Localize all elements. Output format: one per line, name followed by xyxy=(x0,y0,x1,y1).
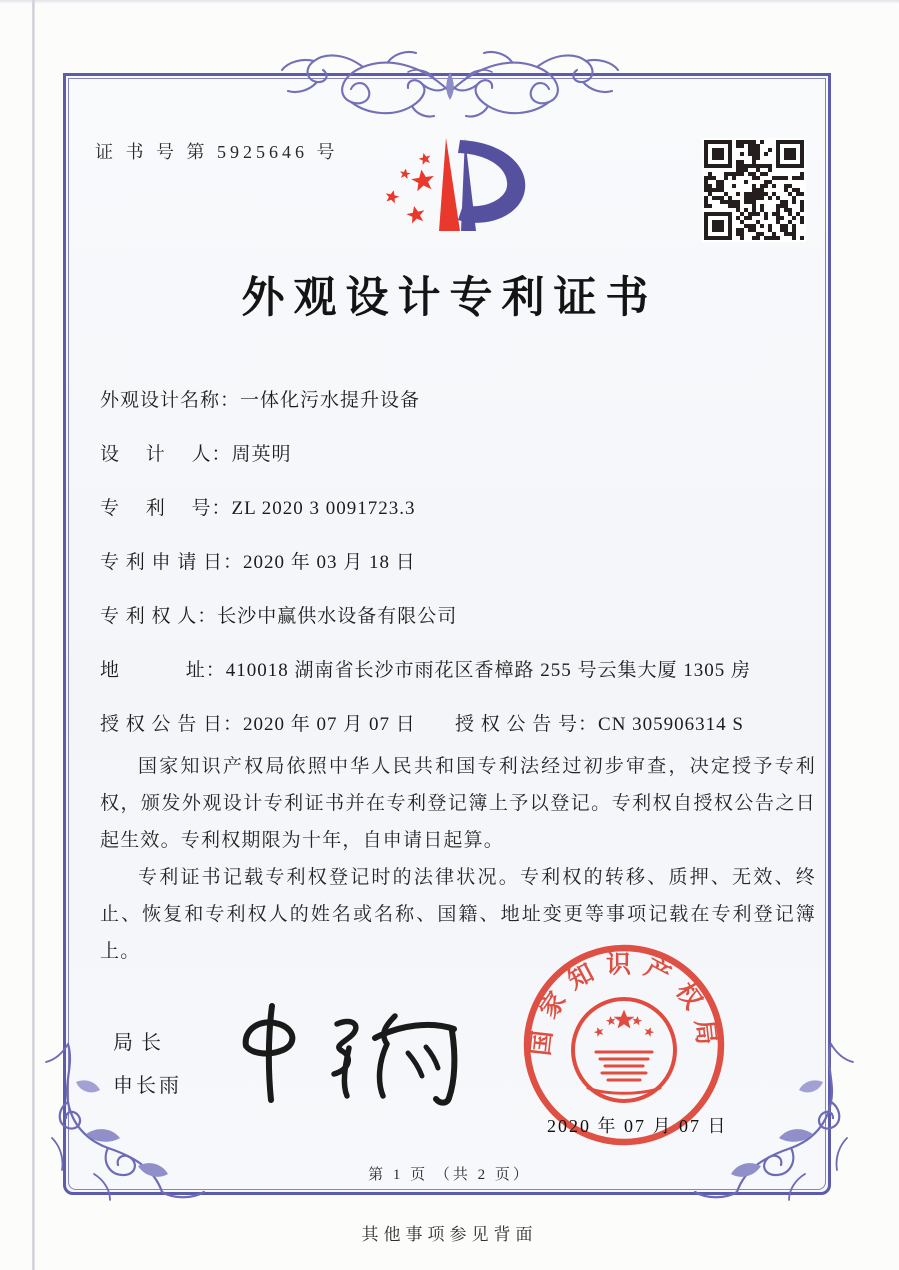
field-address xyxy=(100,655,814,682)
signer-name: 申长雨 xyxy=(113,1075,182,1097)
field-label: 授 权 公 告 日： xyxy=(100,714,244,735)
field-value: 2020 年 03 月 18 日 xyxy=(243,552,416,573)
legal-paragraph-2: 专利证书记载专利权登记时的法律状况。专利权的转移、质押、无效、终止、恢复和专利权人的姓名或名称、国籍、地址变更等事项记载在专利登记簿上。 xyxy=(100,867,816,962)
signer-title: 局长 xyxy=(113,1032,169,1054)
field-label: 授 权 公 告 号： xyxy=(455,714,599,735)
field-designer xyxy=(100,439,814,466)
cnipa-logo-icon xyxy=(372,126,540,258)
field-label: 外观设计名称： xyxy=(100,390,241,411)
legal-paragraph-1: 国家知识产权局依照中华人民共和国专利法经过初步审查，决定授予专利权，颁发外观设计专利证书并在专利登记簿上予以登记。专利权自授权公告之日起生效。专利权期限为十年，自申请日起算。 xyxy=(100,756,816,851)
field-label: 专 利 申 请 日： xyxy=(100,552,244,573)
seal-text: 国家知识产权局 xyxy=(527,951,721,1058)
corner-flourish-bottom-left xyxy=(42,1042,210,1204)
qr-code xyxy=(702,138,806,242)
field-value: 周英明 xyxy=(231,444,292,465)
field-label: 专 利 号： xyxy=(100,498,232,519)
footer-note: 其他事项参见背面 xyxy=(361,1225,538,1244)
field-patentee xyxy=(100,601,814,628)
field-label: 地 址： xyxy=(100,660,226,681)
scan-edge-shadow-top xyxy=(0,0,899,4)
field-grant-date xyxy=(100,709,814,736)
field-value: 2020 年 07 月 07 日 xyxy=(243,714,416,735)
field-value: 长沙中赢供水设备有限公司 xyxy=(217,606,458,627)
field-application-date xyxy=(100,547,814,574)
field-value: ZL 2020 3 0091723.3 xyxy=(231,498,416,519)
legal-body-text xyxy=(100,748,816,970)
page-number: 第 1 页 （共 2 页） xyxy=(368,1167,531,1183)
field-design-name xyxy=(100,385,814,412)
director-signature xyxy=(225,996,475,1111)
field-label: 设 计 人： xyxy=(100,444,232,465)
field-value: 一体化污水提升设备 xyxy=(240,390,421,411)
seal-date: 2020 年 07 月 07 日 xyxy=(547,1116,728,1136)
certificate-number: 证 书 号 第 5925646 号 xyxy=(95,142,339,162)
field-patent-number xyxy=(100,493,814,520)
scan-edge-shadow xyxy=(32,0,35,1270)
field-value: 410018 湖南省长沙市雨花区香樟路 255 号云集大厦 1305 房 xyxy=(225,660,752,681)
top-ornament-flourish xyxy=(268,44,632,128)
field-grant-number xyxy=(455,709,744,736)
national-emblem-icon xyxy=(573,999,675,1101)
certificate-title: 外观设计专利证书 xyxy=(241,275,658,322)
field-label: 专 利 权 人： xyxy=(100,606,218,627)
field-value: CN 305906314 S xyxy=(598,714,744,735)
